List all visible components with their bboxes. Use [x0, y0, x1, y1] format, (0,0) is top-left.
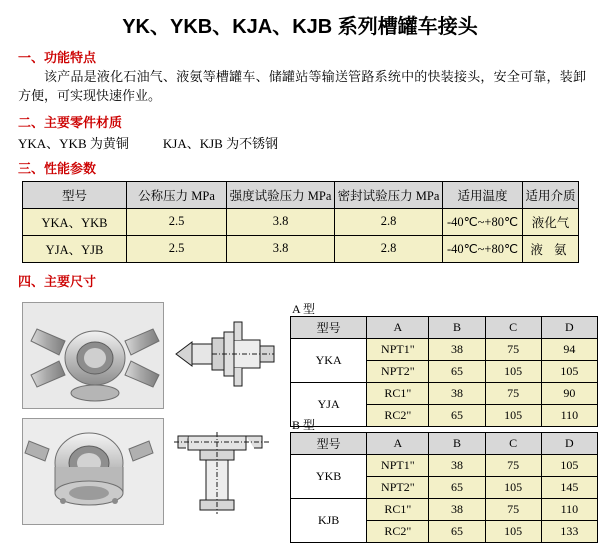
table-row — [23, 235, 579, 262]
table-row — [291, 382, 598, 404]
dim-b-header-0: 型号 — [291, 432, 367, 454]
line-drawing-a — [170, 302, 280, 407]
dimension-table-a — [290, 316, 598, 427]
dim-a-model-1: YJA — [291, 382, 367, 426]
section-heading-material: 二、主要零件材质 — [18, 114, 123, 130]
dim-b-r2-c4: 110 — [541, 498, 597, 520]
product-photo-a — [22, 302, 164, 409]
dim-b-model-1: KJB — [291, 498, 367, 542]
dim-b-r3-c3: 105 — [485, 520, 541, 542]
dim-a-header-1: A — [367, 316, 429, 338]
dim-b-model-0: YKB — [291, 454, 367, 498]
dim-b-header-1: A — [367, 432, 429, 454]
dim-b-r2-c1: RC1" — [367, 498, 429, 520]
perf-r1-c0: YJA、YJB — [23, 235, 127, 262]
perf-r0-c2: 3.8 — [227, 208, 335, 235]
dimension-table-b-wrap — [290, 432, 598, 543]
perf-r0-c0: YKA、YKB — [23, 208, 127, 235]
dim-b-r0-c2: 38 — [429, 454, 485, 476]
dim-a-r0-c1: NPT1" — [367, 338, 429, 360]
dim-a-header-2: B — [429, 316, 485, 338]
dim-b-r3-c4: 133 — [541, 520, 597, 542]
page-title: YK、YKB、KJA、KJB 系列槽罐车接头 — [122, 16, 478, 38]
dim-a-r2-c4: 90 — [541, 382, 597, 404]
section-heading-performance: 三、性能参数 — [18, 160, 97, 176]
perf-header-4: 适用温度 — [443, 181, 523, 208]
section-heading-features: 一、功能特点 — [18, 50, 97, 65]
dim-a-r1-c1: NPT2" — [367, 360, 429, 382]
table-row — [291, 498, 598, 520]
perf-header-2: 强度试验压力 MPa — [227, 181, 335, 208]
dim-a-r3-c2: 65 — [429, 404, 485, 426]
dim-a-r2-c3: 75 — [485, 382, 541, 404]
dim-a-r0-c2: 38 — [429, 338, 485, 360]
dim-a-r0-c4: 94 — [541, 338, 597, 360]
dim-a-header-0: 型号 — [291, 316, 367, 338]
dim-b-header-4: D — [541, 432, 597, 454]
line-drawing-b — [170, 418, 280, 523]
product-photo-b — [22, 418, 164, 525]
table-row — [291, 454, 598, 476]
material-line-a: YKA、YKB 为黄铜 — [18, 135, 129, 151]
dim-b-header-3: C — [485, 432, 541, 454]
perf-r1-c3: 2.8 — [335, 235, 443, 262]
table-row — [23, 208, 579, 235]
perf-r1-c4: -40℃~+80℃ — [443, 235, 523, 262]
dimension-table-b — [290, 432, 598, 543]
perf-r0-c1: 2.5 — [127, 208, 227, 235]
dim-b-r3-c1: RC2" — [367, 520, 429, 542]
dim-a-header-3: C — [485, 316, 541, 338]
type-label-a: A 型 — [292, 301, 316, 316]
dim-a-r3-c3: 105 — [485, 404, 541, 426]
table-header-row — [291, 432, 598, 454]
material-lines — [18, 133, 600, 152]
dim-b-r1-c3: 105 — [485, 476, 541, 498]
dim-a-r3-c4: 110 — [541, 404, 597, 426]
perf-header-5: 适用介质 — [523, 181, 579, 208]
section-heading-dimensions: 四、主要尺寸 — [18, 273, 97, 289]
dim-a-model-0: YKA — [291, 338, 367, 382]
dim-b-r2-c2: 38 — [429, 498, 485, 520]
dim-b-header-2: B — [429, 432, 485, 454]
features-paragraph: 该产品是液化石油气、液氨等槽罐车、储罐站等输送管路系统中的快装接头，安全可靠，装卸方便，可实现快速作业。 — [18, 69, 586, 103]
perf-r1-c2: 3.8 — [227, 235, 335, 262]
dim-a-r0-c3: 75 — [485, 338, 541, 360]
material-line-b: KJA、KJB 为不锈钢 — [162, 135, 279, 151]
dim-b-r0-c1: NPT1" — [367, 454, 429, 476]
dim-b-r3-c2: 65 — [429, 520, 485, 542]
perf-r1-c5: 液 氨 — [523, 235, 579, 262]
perf-header-3: 密封试验压力 MPa — [335, 181, 443, 208]
dim-a-r3-c1: RC2" — [367, 404, 429, 426]
dim-b-r2-c3: 75 — [485, 498, 541, 520]
perf-r0-c5: 液化气 — [523, 208, 579, 235]
dim-b-r1-c2: 65 — [429, 476, 485, 498]
dim-b-r0-c3: 75 — [485, 454, 541, 476]
perf-r0-c3: 2.8 — [335, 208, 443, 235]
dim-a-r2-c1: RC1" — [367, 382, 429, 404]
performance-table — [22, 181, 579, 263]
dim-b-r0-c4: 105 — [541, 454, 597, 476]
type-label-b: B 型 — [292, 417, 316, 432]
dim-b-r1-c4: 145 — [541, 476, 597, 498]
dim-b-r1-c1: NPT2" — [367, 476, 429, 498]
dim-a-r2-c2: 38 — [429, 382, 485, 404]
perf-header-0: 型号 — [23, 181, 127, 208]
table-row — [291, 338, 598, 360]
perf-header-1: 公称压力 MPa — [127, 181, 227, 208]
dim-a-r1-c4: 105 — [541, 360, 597, 382]
dimension-table-a-wrap — [290, 316, 598, 427]
dim-a-header-4: D — [541, 316, 597, 338]
dim-a-r1-c3: 105 — [485, 360, 541, 382]
perf-r0-c4: -40℃~+80℃ — [443, 208, 523, 235]
table-header-row — [291, 316, 598, 338]
table-header-row — [23, 181, 579, 208]
dim-a-r1-c2: 65 — [429, 360, 485, 382]
perf-r1-c1: 2.5 — [127, 235, 227, 262]
